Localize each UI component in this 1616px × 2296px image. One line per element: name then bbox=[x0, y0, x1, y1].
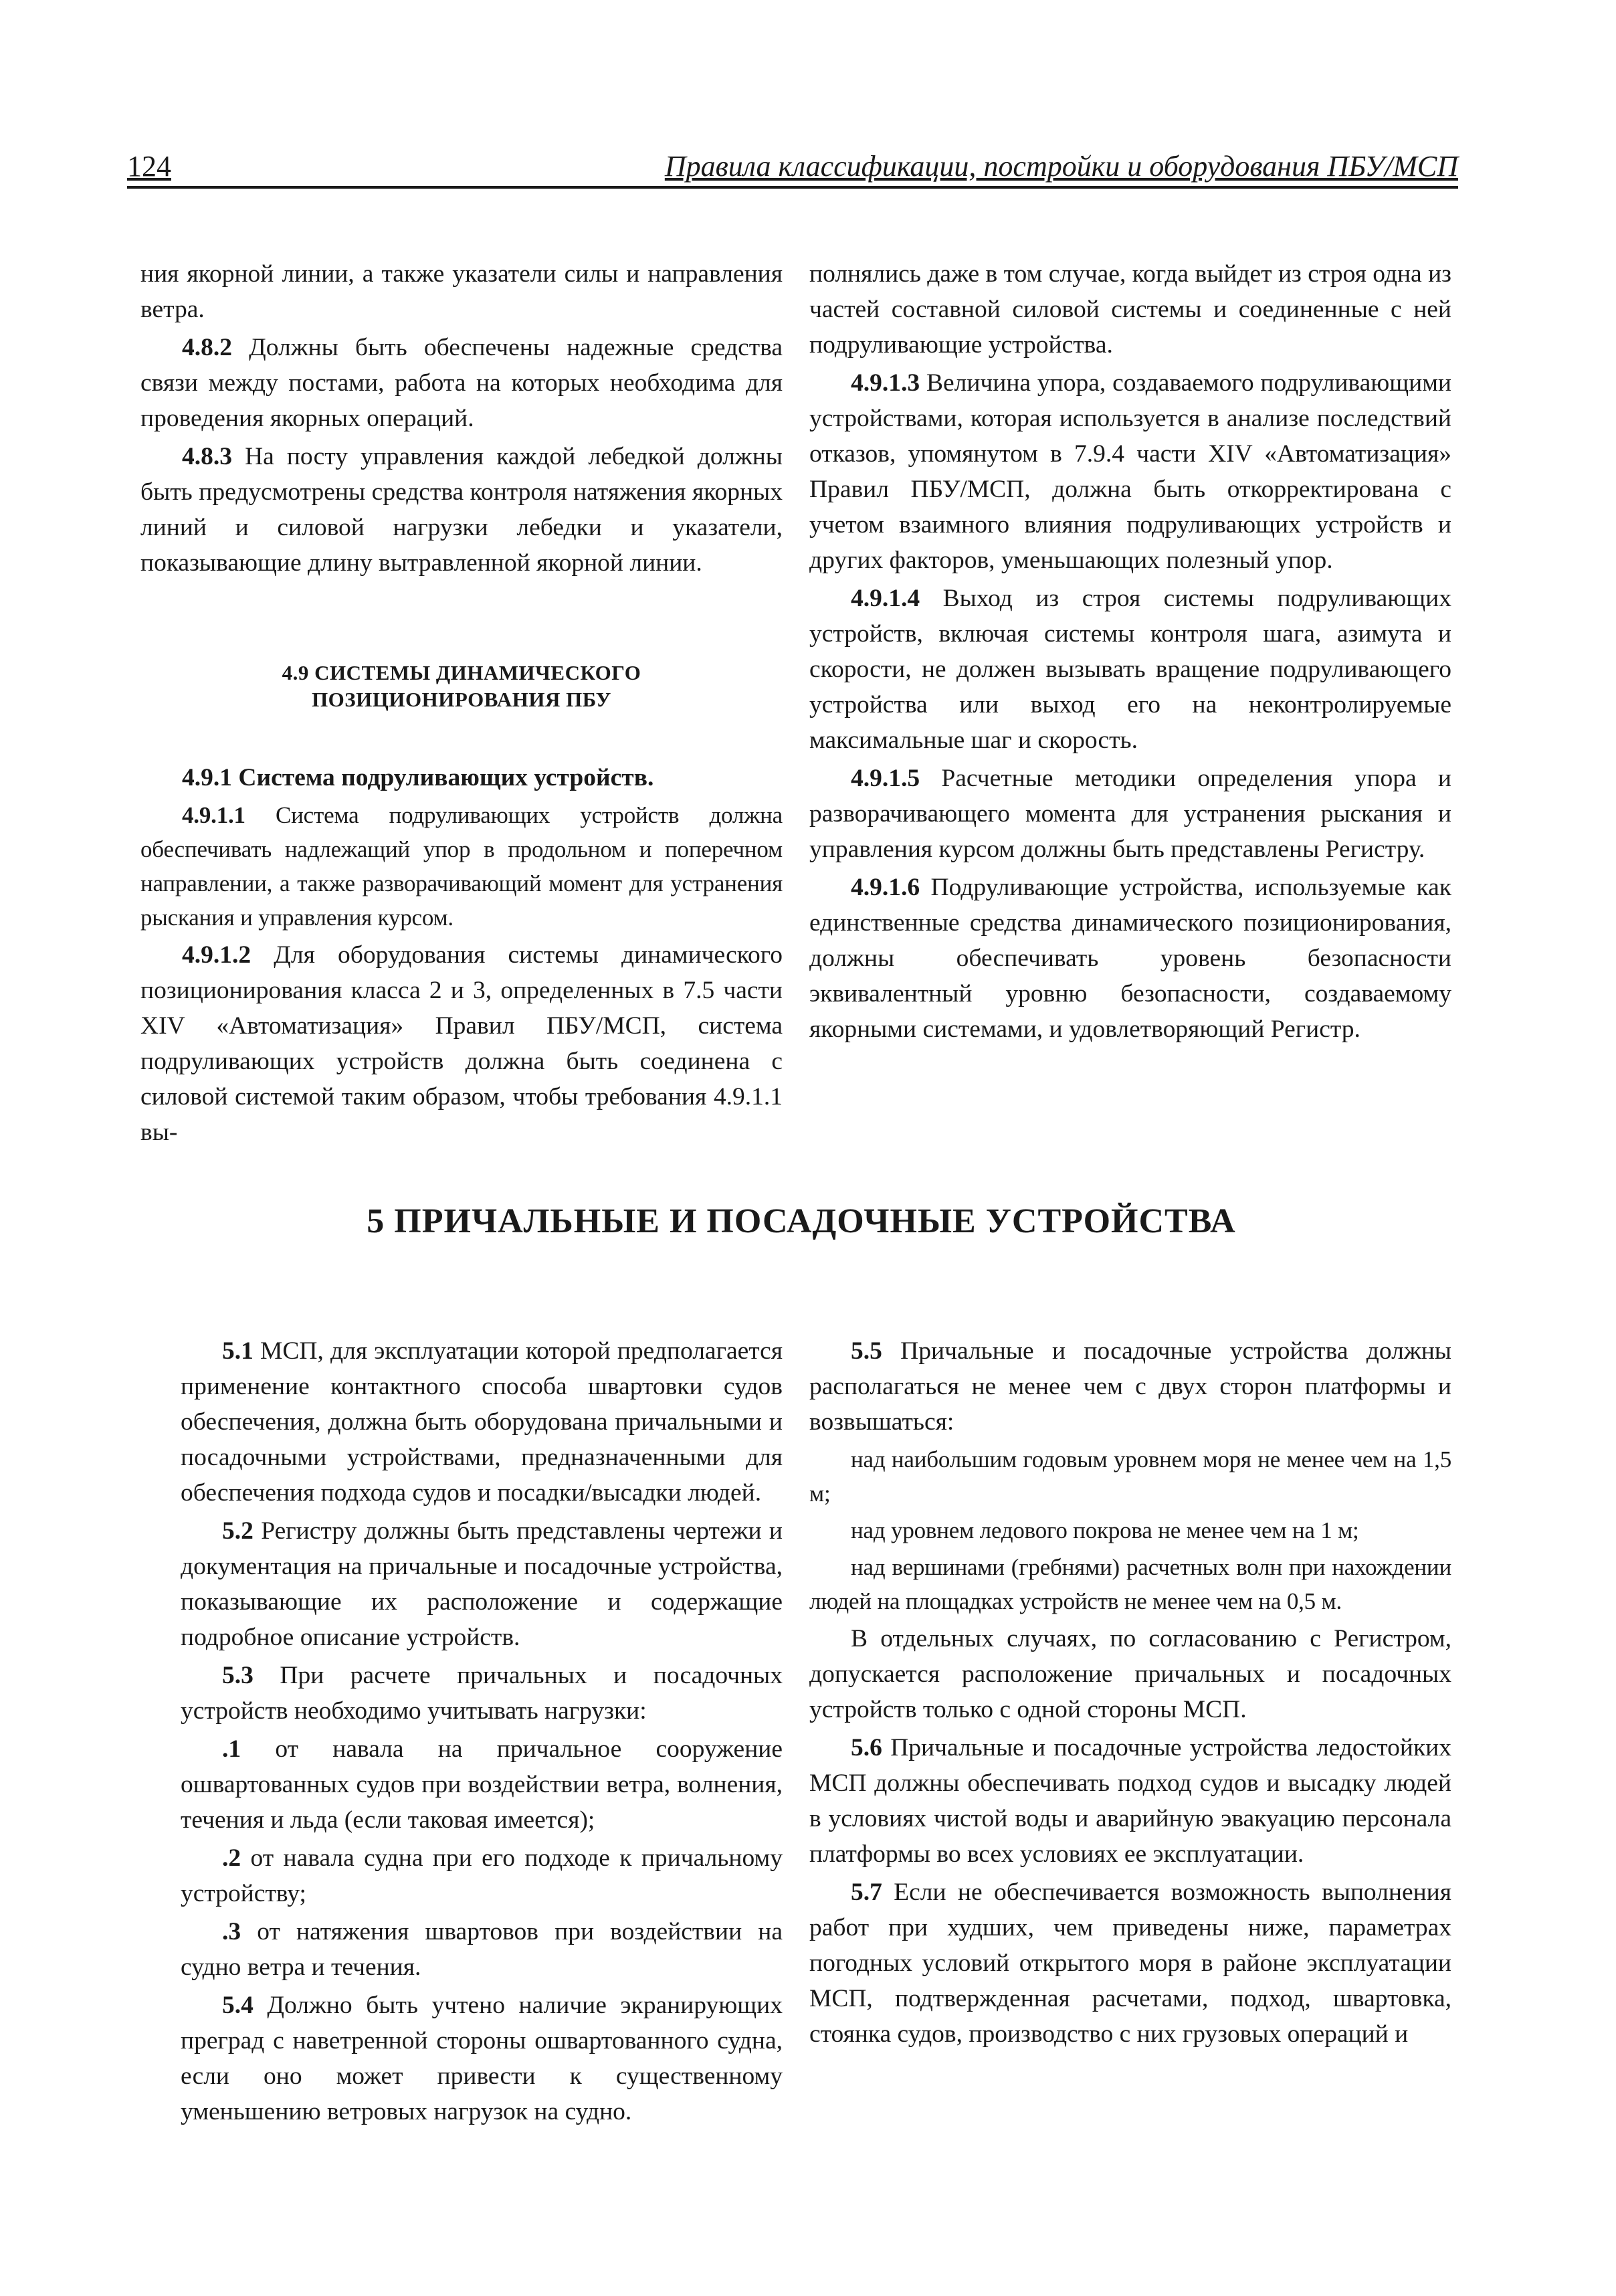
paragraph-sub-2: над уровнем ледового покрова не менее чем на 1 м; bbox=[851, 1517, 1359, 1543]
left-column-bottom bbox=[181, 1333, 783, 2132]
paragraph-4-9-1: 4.9.1 Система подруливающих устройств. bbox=[182, 764, 654, 791]
paragraph-4-9-1-2: 4.9.1.2 Для оборудования системы динамического позиционирования класса 2 и 3, определенных в 7.5 части XIV «Автоматизация» Правил ПБУ/МСП, система подруливающих устройств должна быть соединена с силовой системой таким образом, чтобы требования 4.9.1.1 вы- bbox=[140, 941, 783, 1146]
right-column-top bbox=[809, 256, 1451, 1050]
page-number: 124 bbox=[127, 150, 171, 183]
list-item-1: .1 от навала на причальное сооружение ошвартованных судов при воздействии ветра, волнения, течения и льда (если таковая имеется); bbox=[181, 1735, 783, 1834]
paragraph-5-3: 5.3 При расчете причальных и посадочных устройств необходимо учитывать нагрузки: bbox=[181, 1662, 783, 1725]
paragraph-4-9-1-3: 4.9.1.3 Величина упора, создаваемого подруливающими устройствами, которая используется в анализе последствий отказов, упомянутом в 7.9.4 части XIV «Автоматизация» Правил ПБУ/МСП, должна быть откорректирована с учетом взаимного влияния подруливающих устройств и других факторов, уменьшающих полезный упор. bbox=[809, 369, 1451, 574]
paragraph-5-7: 5.7 Если не обеспечивается возможность выполнения работ при худших, чем приведены ниже, параметрах погодных условий открытого моря в районе эксплуатации МСП, подтвержденная расчетами, подход, швартовка, стоянка судов, производство с них грузовых операций и bbox=[809, 1879, 1451, 2048]
paragraph-4-8-3: 4.8.3 На посту управления каждой лебедкой должны быть предусмотрены средства контроля натяжения якорных линий и силовой нагрузки лебедки и указатели, показывающие длину вытравленной якорной линии. bbox=[140, 443, 783, 577]
left-column-top bbox=[140, 256, 783, 1153]
section-heading-4-9: 4.9 СИСТЕМЫ ДИНАМИЧЕСКОГО ПОЗИЦИОНИРОВАНИЯ ПБУ bbox=[282, 661, 641, 711]
paragraph-4-9-1-5: 4.9.1.5 Расчетные методики определения упора и разворачивающего момента для устранения рыскания и управления курсом должны быть представлены Регистру. bbox=[809, 765, 1451, 863]
paragraph-5-1: 5.1 МСП, для эксплуатации которой предполагается применение контактного способа швартовки судов обеспечения, должна быть оборудована причальными и посадочными устройствами, предназначенными для обеспечения подхода судов и посадки/высадки людей. bbox=[181, 1337, 783, 1507]
paragraph-4-9-1-1: 4.9.1.1 Система подруливающих устройств должна обеспечивать надлежащий упор в продольном и поперечном направлении, а также разворачивающий момент для устранения рыскания и управления курсом. bbox=[140, 802, 783, 931]
paragraph-5-6: 5.6 Причальные и посадочные устройства ледостойких МСП должны обеспечивать подход судов и высадку людей в условиях чистой воды и аварийную эвакуацию персонала платформы во всех условиях ее эксплуатации. bbox=[809, 1734, 1451, 1868]
page-header bbox=[127, 146, 1458, 189]
chapter-heading: 5 ПРИЧАЛЬНЫЕ И ПОСАДОЧНЫЕ УСТРОЙСТВА bbox=[367, 1202, 1236, 1240]
paragraph-sub-1: над наибольшим годовым уровнем моря не менее чем на 1,5 м; bbox=[809, 1446, 1451, 1507]
paragraph: полнялись даже в том случае, когда выйдет из строя одна из частей составной силовой системы и соединенные с ней подруливающие устройства. bbox=[809, 260, 1451, 359]
paragraph-4-9-1-6: 4.9.1.6 Подруливающие устройства, используемые как единственные средства динамического позиционирования, должны обеспечивать уровень безопасности эквивалентный уровню безопасности, создаваемому якорными системами, и удовлетворяющий Регистр. bbox=[809, 874, 1451, 1043]
paragraph-4-9-1-4: 4.9.1.4 Выход из строя системы подруливающих устройств, включая системы контроля шага, азимута и скорости, не должен вызывать вращение подруливающего устройства или выход его на неконтролируемые максимальные шаг и скорость. bbox=[809, 585, 1451, 754]
paragraph-5-2: 5.2 Регистру должны быть представлены чертежи и документация на причальные и посадочные устройства, показывающие их расположение и содержащие подробное описание устройств. bbox=[181, 1517, 783, 1651]
paragraph-5-4: 5.4 Должно быть учтено наличие экранирующих преград с наветренной стороны ошвартованного судна, если оно может привести к существенному уменьшению ветровых нагрузок на судно. bbox=[181, 1992, 783, 2125]
right-column-bottom bbox=[809, 1333, 1451, 2054]
paragraph-4-8-2: 4.8.2 Должны быть обеспечены надежные средства связи между постами, работа на которых необходима для проведения якорных операций. bbox=[140, 334, 783, 432]
running-title: Правила классификации, постройки и оборудования ПБУ/МСП bbox=[664, 150, 1458, 183]
paragraph-sub-3: над вершинами (гребнями) расчетных волн при нахождении людей на площадках устройств не менее чем на 0,5 м. bbox=[809, 1554, 1451, 1614]
list-item-2: .2 от навала судна при его подходе к причальному устройству; bbox=[181, 1844, 783, 1907]
list-item-3: .3 от натяжения швартовов при воздействии на судно ветра и течения. bbox=[181, 1918, 783, 1981]
paragraph-exception: В отдельных случаях, по согласованию с Регистром, допускается расположение причальных и посадочных устройств только с одной стороны МСП. bbox=[809, 1625, 1451, 1723]
paragraph: ния якорной линии, а также указатели силы и направления ветра. bbox=[140, 260, 783, 323]
paragraph-5-5: 5.5 Причальные и посадочные устройства должны располагаться не менее чем с двух сторон платформы и возвышаться: bbox=[809, 1337, 1451, 1436]
